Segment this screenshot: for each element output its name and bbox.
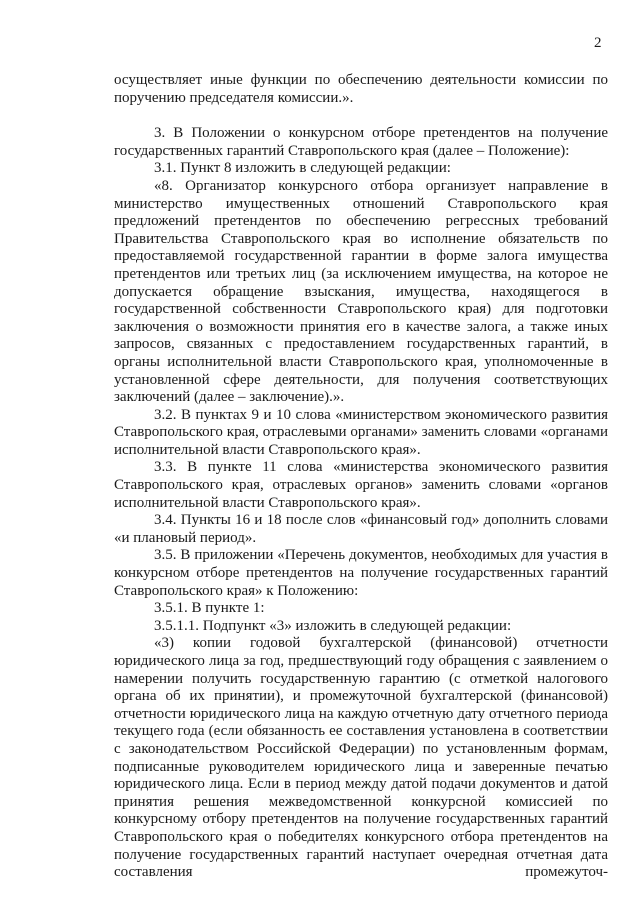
paragraph-3-5-1: 3.5.1. В пункте 1: [154,600,265,617]
paragraph-continuation: осуществляет иные функции по обеспечению деятельности комиссии по поручению председателя комиссии.». [114,72,608,106]
document-body [114,72,608,882]
paragraph-3-3: 3.3. В пункте 11 слова «министерства экономического развития Ставропольского края, отраслевых органов» заменить словами «органов исполнительной власти Ставропольского края». [114,459,608,511]
paragraph-subpoint-3: «3) копии годовой бухгалтерской (финансовой) отчетности юридического лица за год, предшествующий году обращения с заявлением о намерении получить государственную гарантию (с отметкой налогового органа об их принятии), и промежуточной бухгалтерской (финансовой) отчетности юридического лица на каждую отчетную дату отчетного периода текущего года (если обязанность ее составления установлена в соответствии с законодательством Российской Федерации) по установленным формам, подписанные руководителем юридического лица и заверенные печатью юридического лица. Если в период между датой подачи документов и датой принятия решения межведомственной конкурсной комиссией по конкурсному отбору претендентов на получение государственных гарантий Ставропольского края о победителях конкурсного отбора претендентов на получение государственных гарантий наступает очередная отчетная дата составления промежуточ- [114,635,608,881]
paragraph-3-2: 3.2. В пунктах 9 и 10 слова «министерством экономического развития Ставропольского края, отраслевыми органами» заменить словами «органами исполнительной власти Ставропольского края». [114,406,608,458]
paragraph-3-1: 3.1. Пункт 8 изложить в следующей редакции: [154,160,451,177]
paragraph-section-3: 3. В Положении о конкурсном отборе претендентов на получение государственных гарантий Ставропольского края (далее – Положение): [114,125,608,159]
paragraph-3-5-1-1: 3.5.1.1. Подпункт «3» изложить в следующей редакции: [154,617,512,634]
page-number: 2 [594,35,602,51]
paragraph-3-5: 3.5. В приложении «Перечень документов, необходимых для участия в конкурсном отборе претендентов на получение государственных гарантий Ставропольского края» к Положению: [114,547,608,599]
paragraph-3-4: 3.4. Пункты 16 и 18 после слов «финансовый год» дополнить словами «и плановый период». [114,512,608,546]
paragraph-point-8: «8. Организатор конкурсного отбора организует направление в министерство имущественных отношений Ставропольского края предложений претендентов по обеспечению регрессных требований Правительства Ставропольского края во исполнение обязательств по предоставляемой государственной гарантии в форме залога имущества претендентов или третьих лиц (за исключением имущества, на которое не допускается обращение взыскания, имущества, находящегося в государственной собственности Ставропольского края) для подготовки заключения о возможности принятия его в качестве залога, а также иных запросов, связанных с предоставлением государственных гарантий, в органы исполнительной власти Ставропольского края, уполномоченные в установленной сфере деятельности, для получения соответствующих заключений (далее – заключение).». [114,177,608,406]
